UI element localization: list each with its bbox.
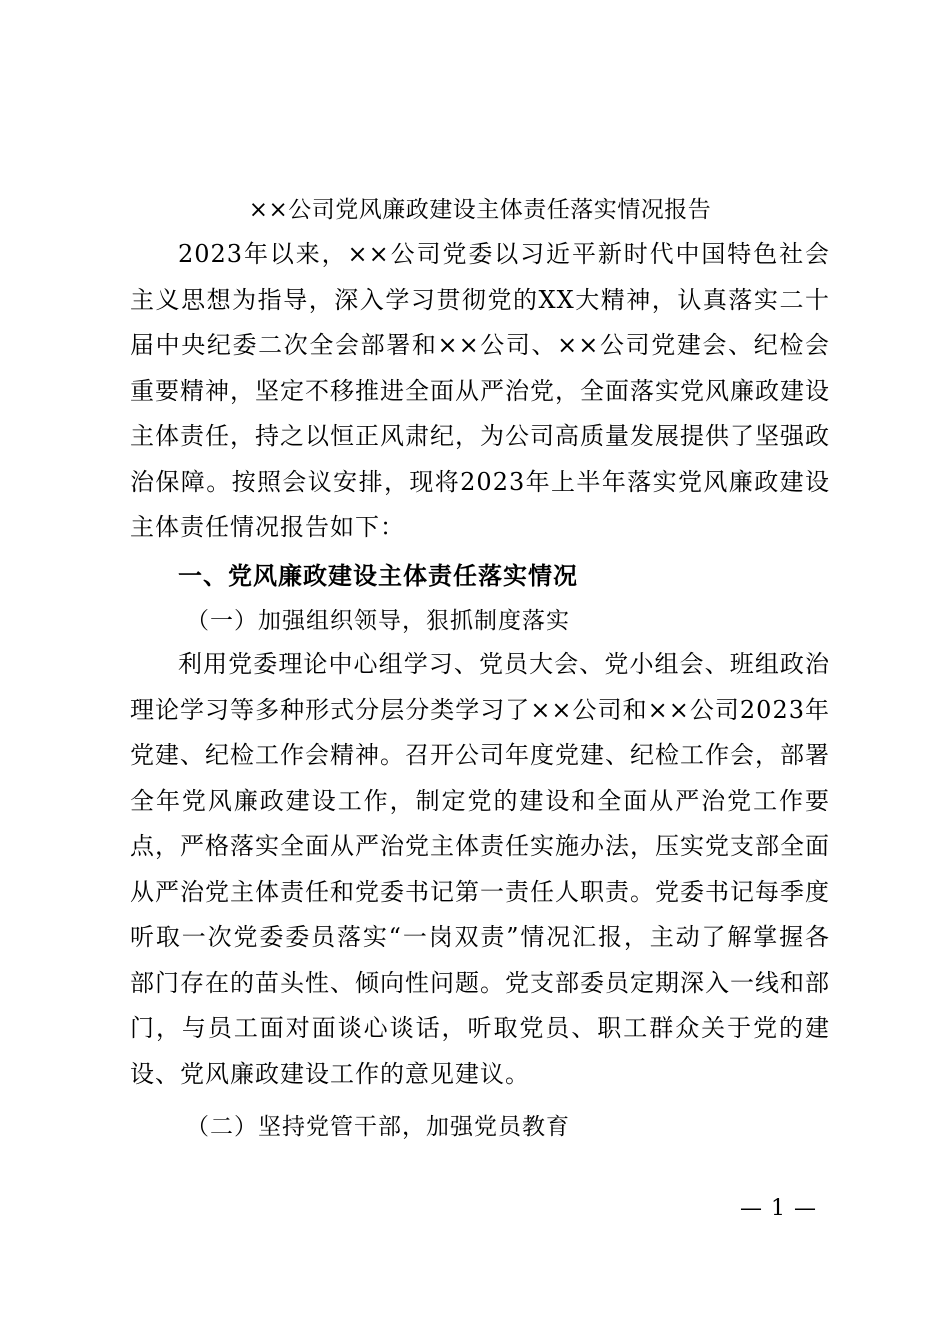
subsection-1-paragraph: 利用党委理论中心组学习、党员大会、党小组会、班组政治理论学习等多种形式分层分类学习了××公司和××公司2023年党建、纪检工作会精神。召开公司年度党建、纪检工作会，部署全年党风廉政建设工作，制定党的建设和全面从严治党工作要点，严格落实全面从严治党主体责任实施办法，压实党支部全面从严治党主体责任和党委书记第一责任人职责。党委书记每季度听取一次党委委员落实“一岗双责”情况汇报，主动了解掌握各部门存在的苗头性、倾向性问题。党支部委员定期深入一线和部门，与员工面对面谈心谈话，听取党员、职工群众关于党的建设、党风廉政建设工作的意见建议。 — [130, 650, 830, 1088]
section-heading-1: 一、党风廉政建设主体责任落实情况 — [178, 562, 578, 590]
intro-paragraph: 2023年以来，××公司党委以习近平新时代中国特色社会主义思想为指导，深入学习贯彻党的XX大精神，认真落实二十届中央纪委二次全会部署和××公司、××公司党建会、纪检会重要精神，坚定不移推进全面从严治党，全面落实党风廉政建设主体责任，持之以恒正风肃纪，为公司高质量发展提供了坚强政治保障。按照会议安排，现将2023年上半年落实党风廉政建设主体责任情况报告如下： — [130, 240, 830, 541]
subsection-heading-1: （一）加强组织领导，狠抓制度落实 — [186, 608, 570, 634]
subsection-heading-2: （二）坚持党管干部，加强党员教育 — [186, 1114, 570, 1140]
document-title: ××公司党风廉政建设主体责任落实情况报告 — [248, 197, 712, 223]
page-number: — 1 — — [740, 1196, 817, 1221]
